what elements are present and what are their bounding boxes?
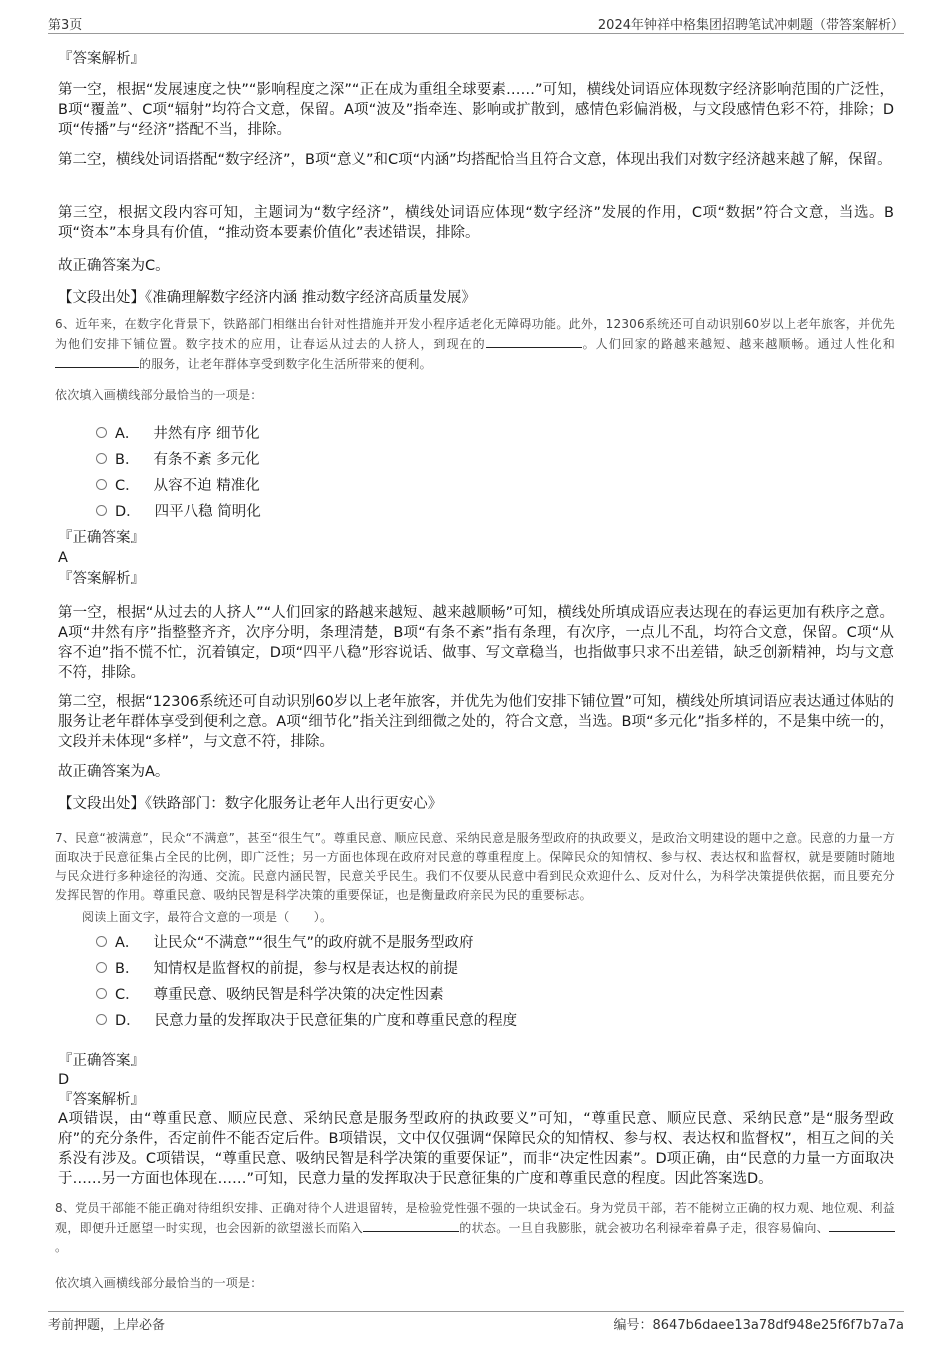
q6-stem	[55, 315, 895, 374]
option-letter: D．	[115, 503, 141, 520]
q7-option-b[interactable]	[96, 957, 458, 977]
q6-conclusion: 故正确答案为A。	[58, 764, 170, 780]
radio-icon[interactable]	[96, 962, 107, 973]
radio-icon[interactable]	[96, 1014, 107, 1025]
option-letter: B．	[115, 960, 140, 977]
footer-slogan: 考前押题，上岸必备	[48, 1318, 166, 1333]
q7-option-a[interactable]	[96, 931, 473, 951]
q6-analysis-p1: 第一空，根据“从过去的人挤人”“人们回家的路越来越短、越来越顺畅”可知，横线处所填成语应表达现在的春运更加有秩序之意。A项“井然有序”指整整齐齐，次序分明，条理清楚，B项“有条不紊”指有条理，有次序，一点儿不乱，均符合文意，保留。C项“从容不迫”指不慌不忙，沉着镇定，D项“四平八稳”形容说话、做事、写文章稳当，也指做事只求不出差错，缺乏创新精神，均与文意不符，排除。	[58, 605, 894, 681]
q6-stem-part-a: 6、近年来，在数字化背景下，铁路部门相继出台针对性措施并开发小程序适老化无障碍功能。此外，12306系统还可自动识别60岁以上老年旅客，并优先为他们安排下铺位置。数字技术的应用，让春运从过去的人挤人，到现在的	[55, 317, 895, 351]
option-text: 民意力量的发挥取决于民意征集的广度和尊重民意的程度	[154, 1012, 518, 1029]
q6-option-d[interactable]	[96, 500, 261, 520]
option-letter: D．	[115, 1012, 141, 1029]
radio-icon[interactable]	[96, 505, 107, 516]
radio-icon[interactable]	[96, 936, 107, 947]
q6-source: 【文段出处】《铁路部门：数字化服务让老年人出行更安心》	[58, 796, 443, 812]
q8-stem-part-a: 8、党员干部能不能正确对待组织安排、正确对待个人进退留转，是检验党性强不强的一块试金石。身为党员干部，若不能树立正确的权力观、地位观、利益观，即便升迁愿望一时实现，也会因新的欲望滋长而陷入	[55, 1201, 895, 1235]
q6-answer: A	[58, 550, 68, 566]
q8-stem	[55, 1199, 895, 1257]
option-letter: C．	[115, 477, 140, 494]
q6-analysis-p2: 第二空，根据“12306系统还可自动识别60岁以上老年旅客，并优先为他们安排下铺位置”可知，横线处所填词语应表达通过体贴的服务让老年群体享受到便利之意。A项“细节化”指关注到细微之处的，符合文意，当选。B项“多元化”指多样的，不是集中统一的，文段并未体现“多样”，与文意不符，排除。	[58, 694, 894, 750]
q6-analysis-tag: 『答案解析』	[58, 571, 145, 587]
radio-icon[interactable]	[96, 453, 107, 464]
q6-blank-2	[55, 354, 139, 368]
q7-option-d[interactable]	[96, 1009, 517, 1029]
option-text: 让民众“不满意”“很生气”的政府就不是服务型政府	[153, 934, 474, 951]
q6-blank-1	[486, 334, 582, 348]
q5-conclusion: 故正确答案为C。	[58, 258, 170, 274]
q5-source: 【文段出处】《准确理解数字经济内涵 推动数字经济高质量发展》	[58, 290, 476, 306]
q7-analysis: A项错误，由“尊重民意、顺应民意、采纳民意是服务型政府的执政要义”可知，“尊重民意、顺应民意、采纳民意”是“服务型政府”的充分条件，否定前件不能否定后件。B项错误，文中仅仅强调“保障民众的知情权、参与权、表达权和监督权”，相互之间的关系没有涉及。C项错误，“尊重民意、吸纳民智是科学决策的重要保证”，而非“决定性因素”。D项正确，由“民意的力量一方面取决于……另一方面也体现在……”可知，民意力量的发挥取决于民意征集的广度和尊重民意的程度。因此答案选D。	[58, 1111, 894, 1187]
q8-blank-1	[363, 1218, 459, 1232]
option-text: 尊重民意、吸纳民智是科学决策的决定性因素	[153, 986, 444, 1003]
radio-icon[interactable]	[96, 427, 107, 438]
q7-analysis-tag: 『答案解析』	[58, 1092, 145, 1108]
option-text: 井然有序 细节化	[153, 425, 260, 442]
option-letter: C．	[115, 986, 140, 1003]
q7-stem: 7、民意“被满意”，民众“不满意”，甚至“很生气”。尊重民意、顺应民意、采纳民意是服务型政府的执政要义，是政治文明建设的题中之意。民意的力量一方面取决于民意征集占全民的比例，即广泛性；另一方面也体现在政府对民意的尊重程度上。保障民众的知情权、参与权、表达权和监督权，就是要随时随地与民众进行多种途径的沟通、交流。民意内涵民智，民意关乎民生。我们不仅要从民意中看到民众欢迎什么、反对什么，为科学决策提供依据，而且要充分发挥民智的作用。尊重民意、吸纳民智是科学决策的重要保证，也是衡量政府亲民为民的重要标志。	[55, 831, 895, 902]
q7-answer-tag: 『正确答案』	[58, 1053, 145, 1069]
q8-prompt: 依次填入画横线部分最恰当的一项是：	[55, 1276, 263, 1290]
option-letter: B．	[115, 451, 140, 468]
q5-analysis-p2: 第二空，横线处词语搭配“数字经济”，B项“意义”和C项“内涵”均搭配恰当且符合文意，体现出我们对数字经济越来越了解，保留。	[58, 152, 892, 168]
q6-answer-tag: 『正确答案』	[58, 530, 145, 546]
q6-option-a[interactable]	[96, 422, 260, 442]
radio-icon[interactable]	[96, 988, 107, 999]
q5-analysis-tag: 『答案解析』	[58, 51, 145, 67]
option-letter: A．	[115, 425, 140, 442]
q6-stem-part-b: 。人们回家的路越来越短、越来越顺畅。通过人性化和	[581, 337, 895, 351]
q6-prompt: 依次填入画横线部分最恰当的一项是：	[55, 388, 263, 402]
q6-stem-part-c: 的服务，让老年群体享受到数字化生活所带来的便利。	[139, 357, 432, 371]
option-text: 从容不迫 精准化	[153, 477, 260, 494]
document-id: 编号：8647b6daee13a78df948e25f6f7b7a7a	[613, 1318, 904, 1333]
document-title: 2024年钟祥中格集团招聘笔试冲刺题（带答案解析）	[597, 18, 904, 33]
page-number: 第3页	[48, 18, 83, 33]
q8-stem-part-b: 的状态。一旦自我膨胀，就会被功名利禄牵着鼻子走，很容易偏向、	[459, 1221, 829, 1235]
q7-answer: D	[58, 1072, 70, 1088]
q8-blank-2	[829, 1218, 895, 1232]
q7-option-c[interactable]	[96, 983, 444, 1003]
option-text: 知情权是监督权的前提，参与权是表达权的前提	[153, 960, 458, 977]
footer-divider	[48, 1311, 904, 1312]
option-text: 四平八稳 简明化	[154, 503, 261, 520]
q5-analysis-p1: 第一空，根据“发展速度之快”“影响程度之深”“正在成为重组全球要素……”可知，横线处词语应体现数字经济影响范围的广泛性，B项“覆盖”、C项“辐射”均符合文意，保留。A项“波及”指牵连、影响或扩散到，感情色彩偏消极，与文段感情色彩不符，排除；D项“传播”与“经济”搭配不当，排除。	[58, 82, 894, 138]
q6-option-b[interactable]	[96, 448, 260, 468]
q6-option-c[interactable]	[96, 474, 260, 494]
q5-analysis-p3: 第三空，根据文段内容可知，主题词为“数字经济”，横线处词语应体现“数字经济”发展的作用，C项“数据”符合文意，当选。B项“资本”本身具有价值，“推动资本要素价值化”表述错误，排除。	[58, 205, 894, 241]
q7-prompt: 阅读上面文字，最符合文意的一项是（ ）。	[82, 910, 333, 924]
radio-icon[interactable]	[96, 479, 107, 490]
header-divider	[48, 33, 904, 34]
q8-stem-part-c: 。	[55, 1240, 68, 1254]
option-letter: A．	[115, 934, 140, 951]
option-text: 有条不紊 多元化	[153, 451, 260, 468]
